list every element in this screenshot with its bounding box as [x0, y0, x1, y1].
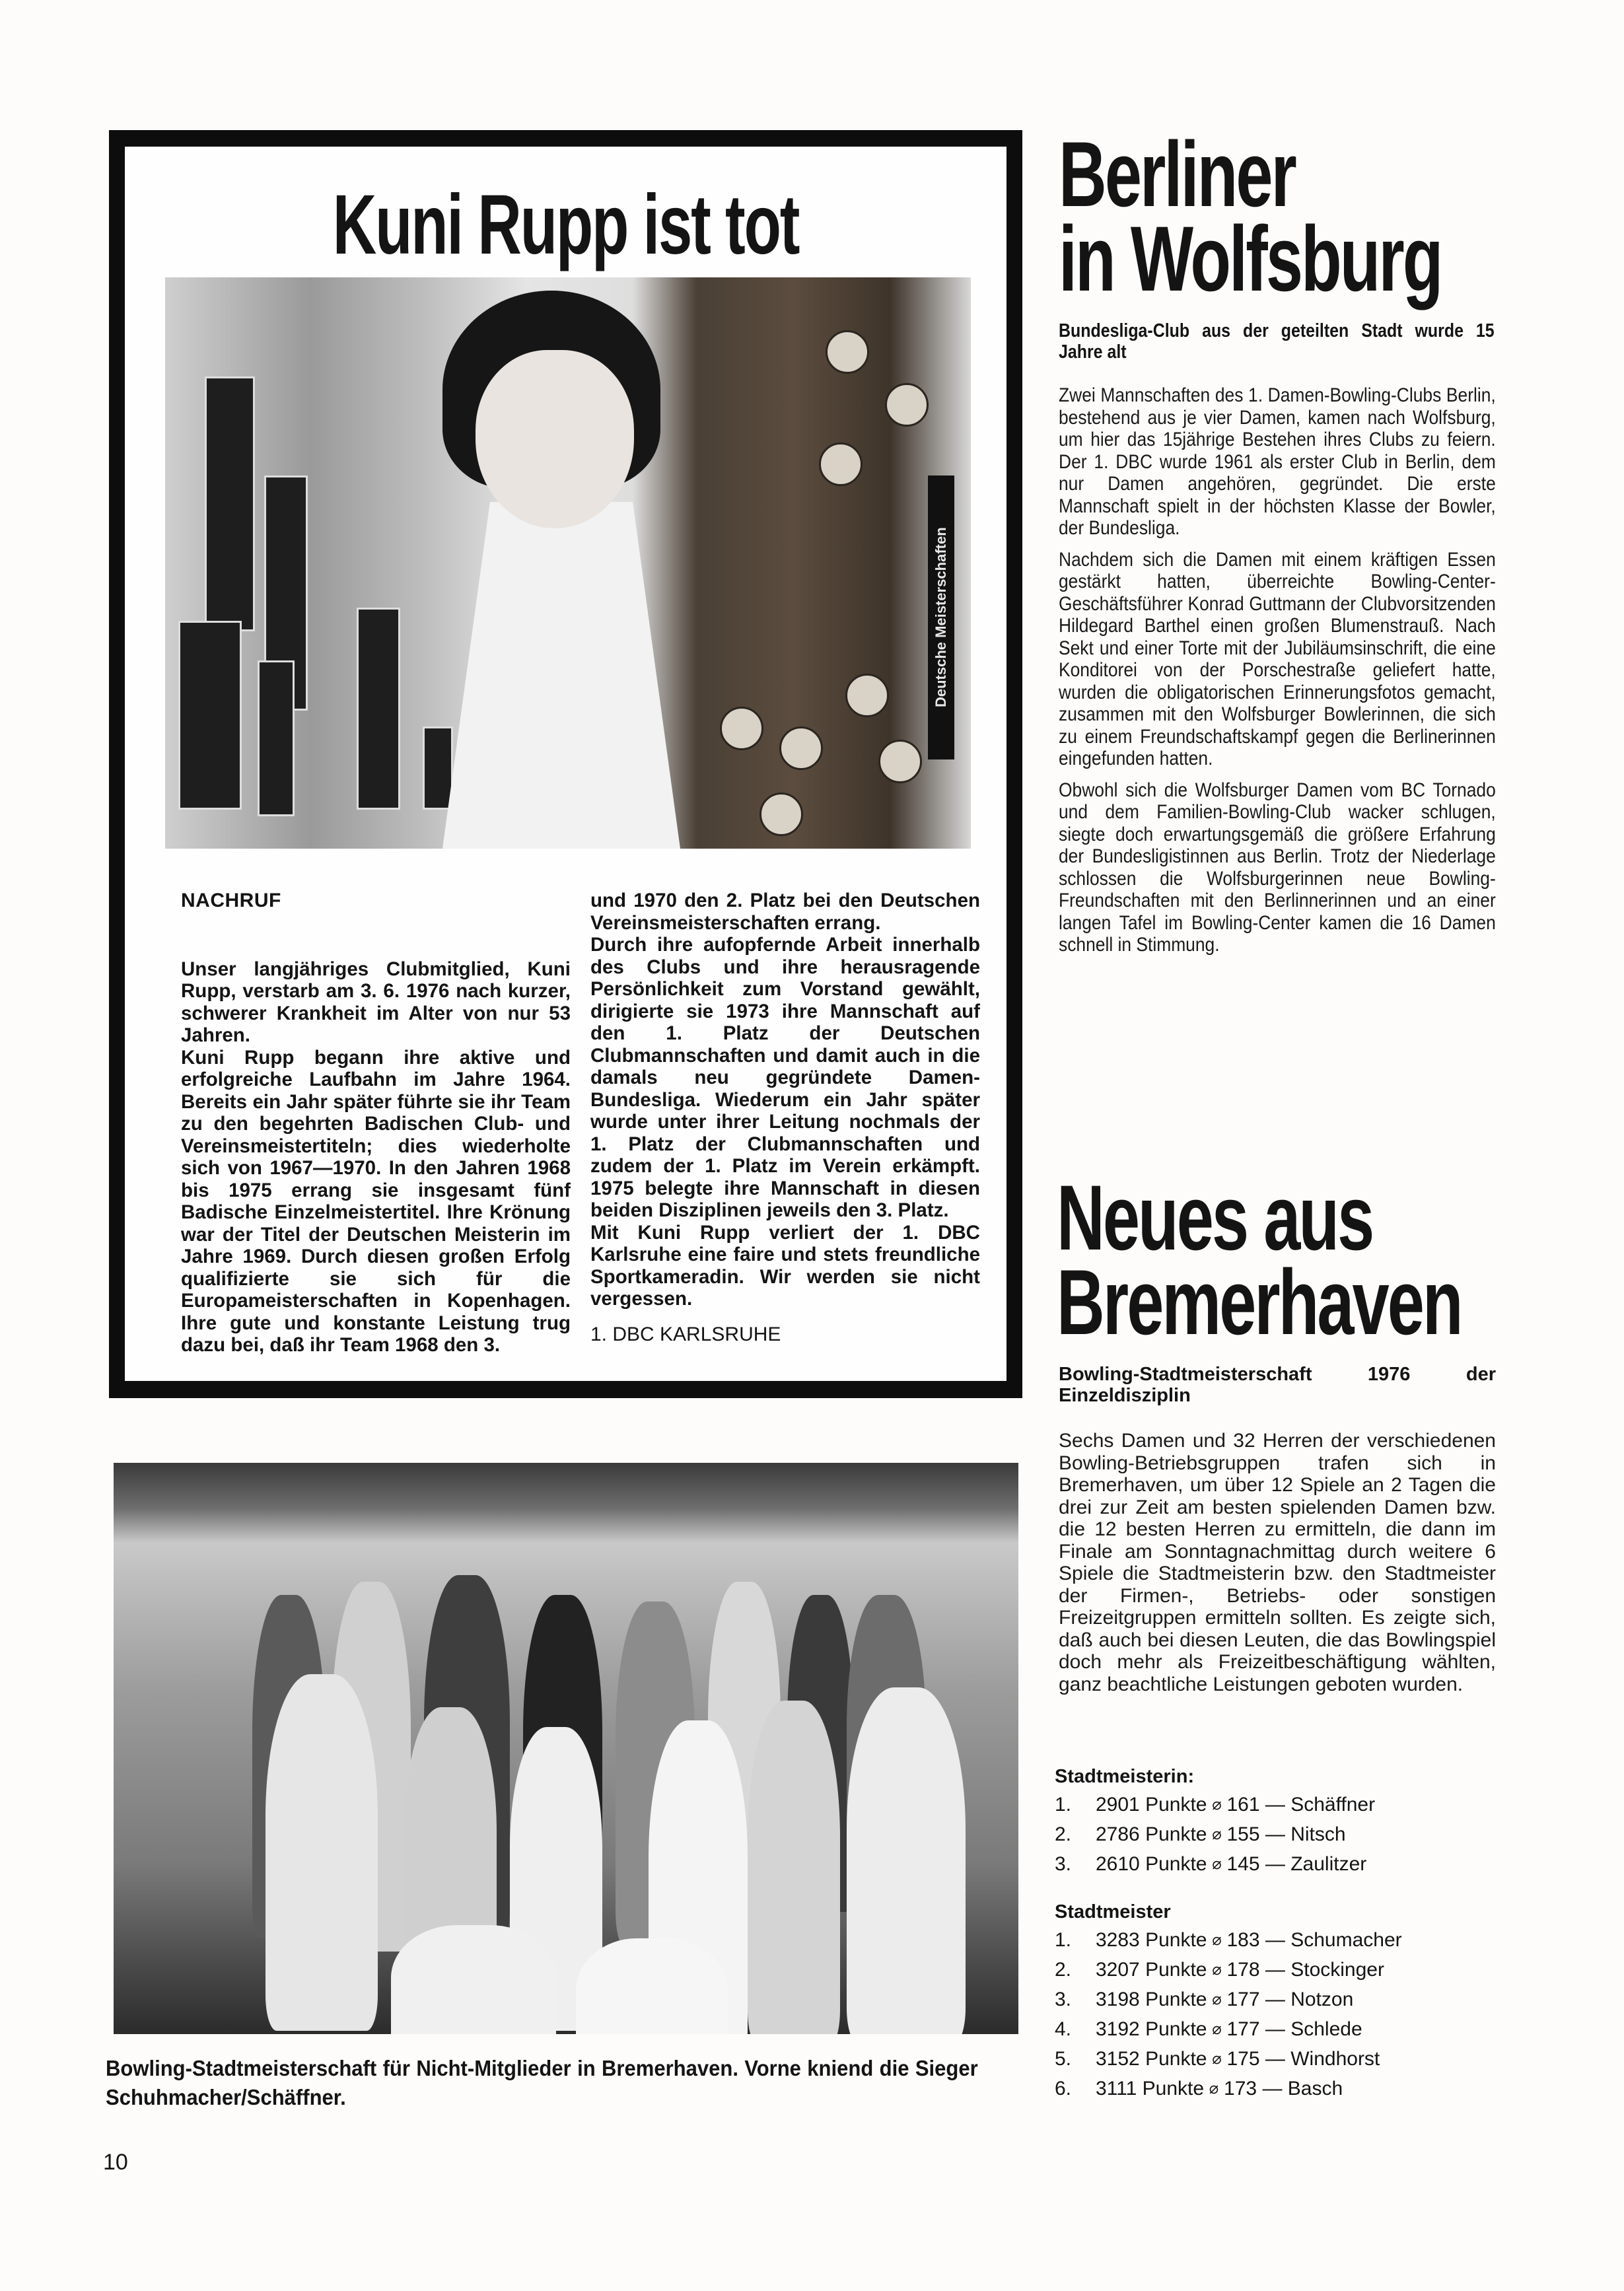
bremerhaven-body [1059, 1430, 1496, 1705]
obituary-paragraph: und 1970 den 2. Platz bei den Deutschen Vereinsmeisterschaften errang. [590, 890, 980, 934]
obituary-label: NACHRUF [181, 890, 281, 911]
results-men-heading: Stadtmeister [1055, 1901, 1171, 1922]
average-icon: ⌀ [1212, 1796, 1222, 1814]
portrait-blouse [442, 502, 680, 849]
results-women [1055, 1763, 1477, 1879]
berlin-paragraph: Obwohl sich die Wolfsburger Damen vom BC Tornado und dem Familien-Bowling-Club wacker schlugen, siegte doch erwartungsgemäß die größere Erfahrung der Bundesligistinnen aus Berlin. Trotz der Niederlage schlossen die Wolfsburgerinnen neue Bowling-Freundschaften mit den Berlinnerinnen und an einer langen Tafel im Bowling-Center kamen die 16 Damen schnell in Stimmung. [1059, 779, 1496, 956]
results-women-heading: Stadtmeisterin: [1055, 1766, 1195, 1787]
portrait-face [476, 350, 634, 528]
obituary-paragraph: Unser langjähriges Clubmitglied, Kuni Rupp, verstarb am 3. 6. 1976 nach kurzer, schwerer Krankheit im Alter von nur 53 Jahren. [181, 958, 571, 1046]
obituary-headline: Kuni Rupp ist tot [332, 178, 799, 272]
bremerhaven-headline-line2: Bremerhaven [1057, 1250, 1462, 1354]
obituary-paragraph: Mit Kuni Rupp verliert der 1. DBC Karlsruhe eine faire und stets freundliche Sportkameradin. Wir werden sie nicht vergessen. [590, 1221, 980, 1310]
average-icon: ⌀ [1212, 1855, 1222, 1873]
berlin-headline-line1: Berliner [1059, 122, 1295, 226]
berlin-paragraph: Nachdem sich die Damen mit einem kräftigen Essen gestärkt hatten, überreichte Bowling-Center-Geschäftsführer Konrad Guttmann der Clubvorsitzenden Hildegard Barthel einen großen Blumenstrauß. Nach Sekt und einer Torte mit der Jubiläumsinschrift, die eine Konditorei von der Porschestraße geliefert hatte, wurden die obligatorischen Erinnerungsfotos gemacht, zusammen mit den Wolfsburger Bowlerinnen, die sich zu einem Freundschaftskampf gegen die Berlinerinnen eingefunden hatten. [1059, 548, 1496, 769]
result-row: 1. 2901 Punkte ⌀ 161 — Schäffner [1055, 1790, 1477, 1819]
result-row: 3. 3198 Punkte ⌀ 177 — Notzon [1055, 1985, 1477, 2014]
result-row: 2. 3207 Punkte ⌀ 178 — Stockinger [1055, 1955, 1477, 1985]
obituary-signature: 1. DBC KARLSRUHE [590, 1323, 781, 1345]
bremerhaven-paragraph: Sechs Damen und 32 Herren der verschiedenen Bowling-Betriebsgruppen trafen sich in Bremerhaven, um über 12 Spiele an 2 Tagen die drei zur Zeit am besten spielenden Damen bzw. die 12 besten Herren zu ermitteln, die dann im Finale am Sonntagnachmittag durch weitere 6 Spiele die Stadtmeisterin bzw. den Stadtmeister der Firmen-, Betriebs- oder sonstigen Freizeitgruppen ermitteln sollten. Es zeigte sich, daß auch bei diesen Leuten, die das Bowlingspiel doch mehr als Freizeitbeschäftigung wählten, ganz beachtliche Leistungen geboten wurden. [1059, 1430, 1496, 1695]
average-icon: ⌀ [1212, 1961, 1222, 1979]
group-photo-caption: Bowling-Stadtmeisterschaft für Nicht-Mitglieder in Bremerhaven. Vorne kniend die Sieger Schuhmacher/Schäffner. [106, 2056, 978, 2109]
obituary-photo [165, 277, 971, 849]
bremerhaven-subheading: Bowling-Stadtmeisterschaft 1976 der Einzeldisziplin [1059, 1364, 1496, 1406]
photo-embedded-label: Deutsche Meisterschaften [928, 476, 954, 759]
obituary-paragraph: Durch ihre aufopfernde Arbeit innerhalb des Clubs und ihre herausragende Persönlichkeit zum Vorstand gewählt, dirigierte sie 1973 ihre Mannschaft auf den 1. Platz der Deutschen Clubmannschaften und damit auch in die damals neu gegründete Damen-Bundesliga. Wiederum ein Jahr später wurde unter ihrer Leitung nochmals der 1. Platz der Clubmannschaften und zudem der 1. Platz im Verein erkämpft. 1975 belegte ihre Mannschaft in diesen beiden Disziplinen jeweils den 3. Platz. [590, 934, 980, 1221]
group-photo [114, 1463, 1018, 2034]
average-icon: ⌀ [1212, 2020, 1222, 2038]
average-icon: ⌀ [1212, 1991, 1222, 2008]
average-icon: ⌀ [1212, 1931, 1222, 1949]
obituary-paragraph: Kuni Rupp begann ihre aktive und erfolgreiche Laufbahn im Jahre 1964. Bereits ein Jahr später führte sie ihr Team zu den begehrten Badischen Club- und Vereinsmeistertiteln; dies wiederholte sich von 1967—1970. In den Jahren 1968 bis 1975 errang sie insgesamt fünf Badische Einzelmeistertitel. Ihre Krönung war der Titel der Deutschen Meisterin im Jahre 1969. Durch diesen großen Erfolg qualifizierte sie sich für die Europameisterschaften in Kopenhagen. Ihre gute und konstante Leistung trug dazu bei, daß ihr Team 1968 den 3. [181, 1046, 571, 1356]
average-icon: ⌀ [1209, 2080, 1219, 2097]
bremerhaven-headline-line1: Neues aus [1057, 1166, 1373, 1269]
result-row: 4. 3192 Punkte ⌀ 177 — Schlede [1055, 2014, 1477, 2044]
result-row: 6. 3111 Punkte ⌀ 173 — Basch [1055, 2074, 1477, 2103]
obituary-column-right [590, 890, 980, 1345]
result-row: 3. 2610 Punkte ⌀ 145 — Zaulitzer [1055, 1849, 1477, 1879]
berlin-headline-line2: in Wolfsburg [1059, 207, 1442, 310]
page-number: 10 [103, 2150, 128, 2175]
berlin-paragraph: Zwei Mannschaften des 1. Damen-Bowling-Clubs Berlin, bestehend aus je vier Damen, kamen nach Wolfsburg, um hier das 15jährige Bestehen ihres Clubs zu feiern. Der 1. DBC wurde 1961 als erster Club in Berlin, dem nur Damen angehören, gegründet. Die erste Mannschaft spielt in der höchsten Klasse der Bowler, der Bundesliga. [1059, 384, 1496, 539]
result-row: 5. 3152 Punkte ⌀ 175 — Windhorst [1055, 2044, 1477, 2074]
berlin-subheading: Bundesliga-Club aus der geteilten Stadt wurde 15 Jahre alt [1059, 320, 1495, 363]
result-row: 2. 2786 Punkte ⌀ 155 — Nitsch [1055, 1819, 1477, 1849]
obituary-column-left [181, 890, 571, 1357]
results-men [1055, 1899, 1477, 2103]
average-icon: ⌀ [1212, 2050, 1222, 2068]
result-row: 1. 3283 Punkte ⌀ 183 — Schumacher [1055, 1925, 1477, 1955]
berlin-body [1059, 384, 1496, 966]
average-icon: ⌀ [1212, 1825, 1222, 1843]
obituary-box [109, 130, 1022, 1398]
